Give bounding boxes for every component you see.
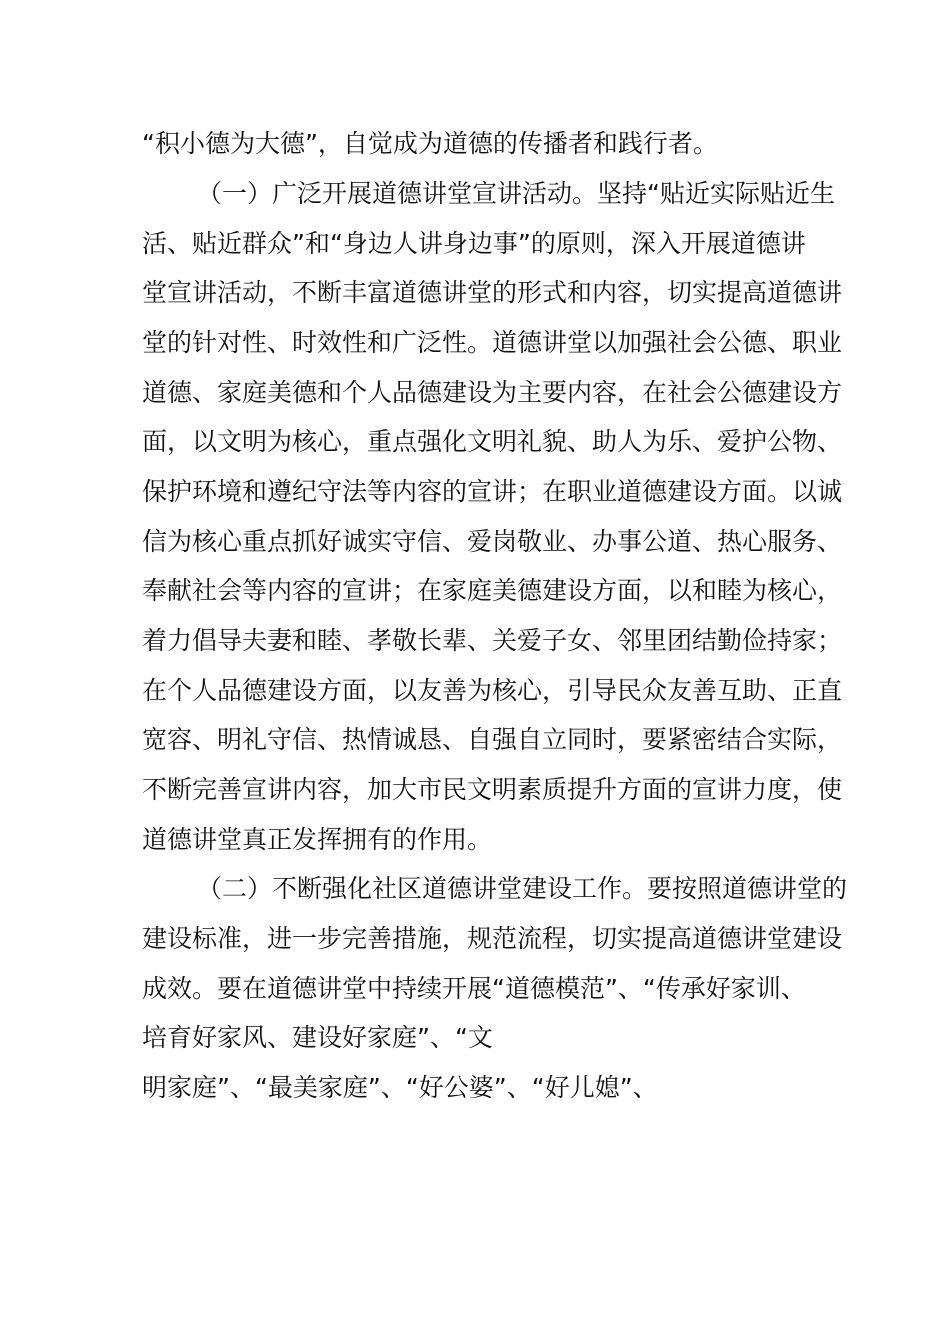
paragraph-line: 奉献社会等内容的宣讲；在家庭美德建设方面，以和睦为核心， [142,576,843,605]
paragraph-line: 明家庭”、“最美家庭”、“好公婆”、“好儿媳”、 [142,1073,658,1102]
paragraph-line: 着力倡导夫妻和睦、孝敬长辈、关爱子女、邻里团结勤俭持家； [142,626,843,655]
paragraph-line: 宽容、明礼守信、热情诚恳、自强自立同时，要紧密结合实际， [142,725,843,754]
paragraph-line: 保护环境和遵纪守法等内容的宣讲；在职业道德建设方面。以诚 [142,477,843,506]
paragraph-line: “积小德为大德”，自觉成为道德的传播者和践行者。 [142,129,718,158]
paragraph-line: 不断完善宣讲内容，加大市民文明素质提升方面的宣讲力度，使 [142,775,843,804]
section-one-heading-line: （一）广泛开展道德讲堂宣讲活动。坚持“贴近实际贴近生 [197,179,835,208]
paragraph-line: 建设标准，进一步完善措施，规范流程，切实提高道德讲堂建设 [142,924,843,953]
paragraph-line: 培育好家风、建设好家庭”、“文 [142,1023,493,1052]
paragraph-line: 成效。要在道德讲堂中持续开展“道德模范”、“传承好家训、 [142,974,806,1003]
paragraph-line: 面，以文明为核心，重点强化文明礼貌、助人为乐、爱护公物、 [142,427,843,456]
paragraph-line: 堂宣讲活动，不断丰富道德讲堂的形式和内容，切实提高道德讲 [142,278,843,307]
paragraph-line: 堂的针对性、时效性和广泛性。道德讲堂以加强社会公德、职业 [142,328,843,357]
paragraph-line: 活、贴近群众”和“身边人讲身边事”的原则，深入开展道德讲 [142,229,806,258]
paragraph-line: 信为核心重点抓好诚实守信、爱岗敬业、办事公道、热心服务、 [142,527,843,556]
paragraph-line: 道德讲堂真正发挥拥有的作用。 [142,825,493,854]
section-two-heading-line: （二）不断强化社区道德讲堂建设工作。要按照道德讲堂的 [197,874,848,903]
paragraph-line: 在个人品德建设方面，以友善为核心，引导民众友善互助、正直 [142,676,843,705]
paragraph-line: 道德、家庭美德和个人品德建设为主要内容，在社会公德建设方 [142,378,843,407]
